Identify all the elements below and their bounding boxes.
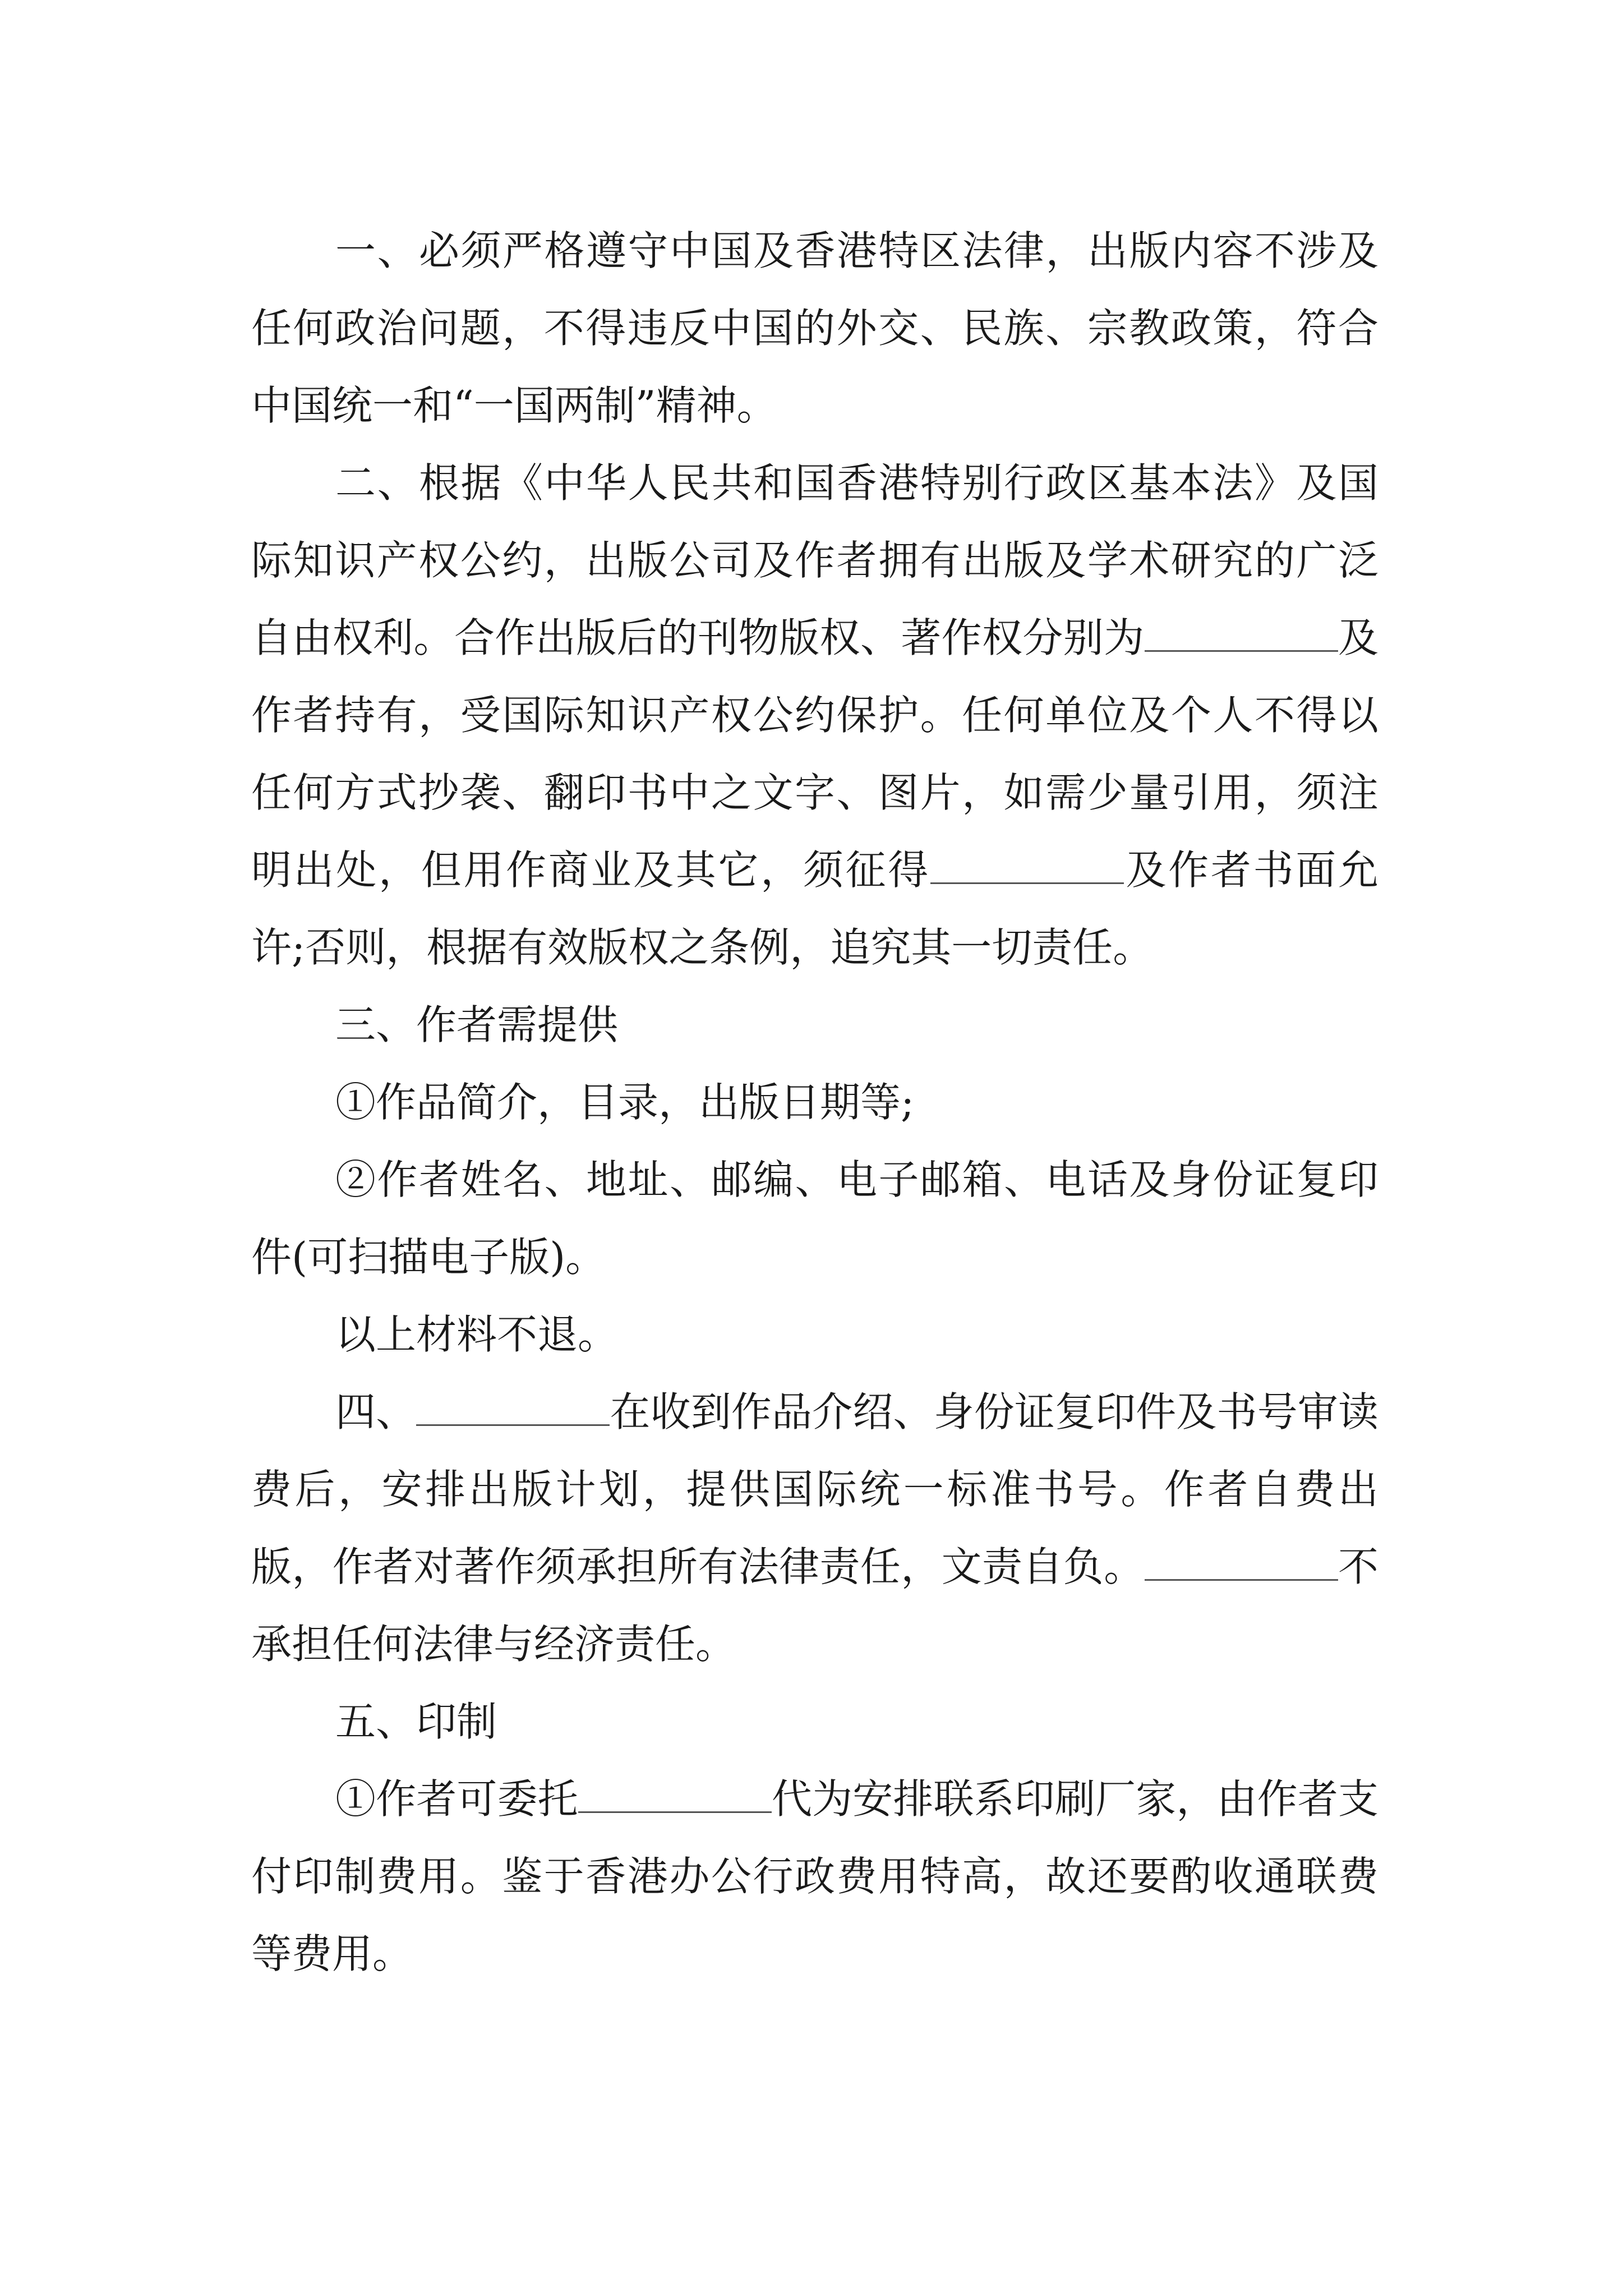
blank-line [416, 1392, 610, 1426]
section-5-heading [251, 1683, 1378, 1760]
section-2-text-a: 二、根据《中华人民共和国香港特别行政区基本法》及国际知识产权公约，出版公司及作者拥有出版及学术研究的广泛自由权利。合作出版后的刊物版权、著作权分别为 [251, 459, 1378, 661]
blank-line [578, 1779, 772, 1813]
section-5-item-1-text-b: 代为安排联系印刷厂家，由作者支付印制费用。鉴于香港办公行政费用特高，故还要酌收通联费等费用。 [251, 1775, 1378, 1977]
section-1-paragraph [251, 212, 1378, 444]
blank-line [930, 850, 1124, 884]
section-3-heading [251, 986, 1378, 1064]
section-3-note-text: 以上材料不退。 [335, 1311, 619, 1358]
section-2-text-b: 及作者持有，受国际知识产权公约保护。任何单位及个人不得以任何方式抄袭、翻印书中之文字、图片，如需少量引用，须注明出处，但用作商业及其它，须征得 [251, 614, 1378, 894]
section-3-item-1-text: ①作品简介，目录，出版日期等; [335, 1079, 915, 1126]
section-3-item-1 [251, 1064, 1378, 1141]
section-4-text-c: 不承担任何法律与经济责任。 [251, 1543, 1378, 1668]
section-3-item-2 [251, 1141, 1378, 1296]
section-5-heading-text: 五、印制 [335, 1698, 497, 1745]
section-3-heading-text: 三、作者需提供 [335, 1001, 619, 1048]
section-4-paragraph [251, 1373, 1378, 1683]
section-3-note [251, 1296, 1378, 1373]
section-5-item-1 [251, 1760, 1378, 1993]
document-body [251, 212, 1378, 1993]
section-3-item-2-text: ②作者姓名、地址、邮编、电子邮箱、电话及身份证复印件(可扫描电子版)。 [251, 1156, 1378, 1281]
blank-line [1145, 618, 1338, 652]
section-2-paragraph [251, 444, 1378, 986]
section-5-item-1-text-a: ①作者可委托 [335, 1775, 578, 1823]
section-4-text-a: 四、 [335, 1388, 417, 1435]
section-1-text: 一、必须严格遵守中国及香港特区法律，出版内容不涉及任何政治问题，不得违反中国的外交、民族、宗教政策，符合中国统一和“一国两制”精神。 [251, 227, 1378, 429]
blank-line [1145, 1547, 1338, 1581]
section-4-text-b: 在收到作品介绍、身份证复印件及书号审读费后，安排出版计划，提供国际统一标准书号。作者自费出版，作者对著作须承担所有法律责任，文责自负。 [251, 1388, 1378, 1590]
section-2-text-c: 及作者书面允许;否则，根据有效版权之条例，追究其一切责任。 [251, 846, 1378, 971]
